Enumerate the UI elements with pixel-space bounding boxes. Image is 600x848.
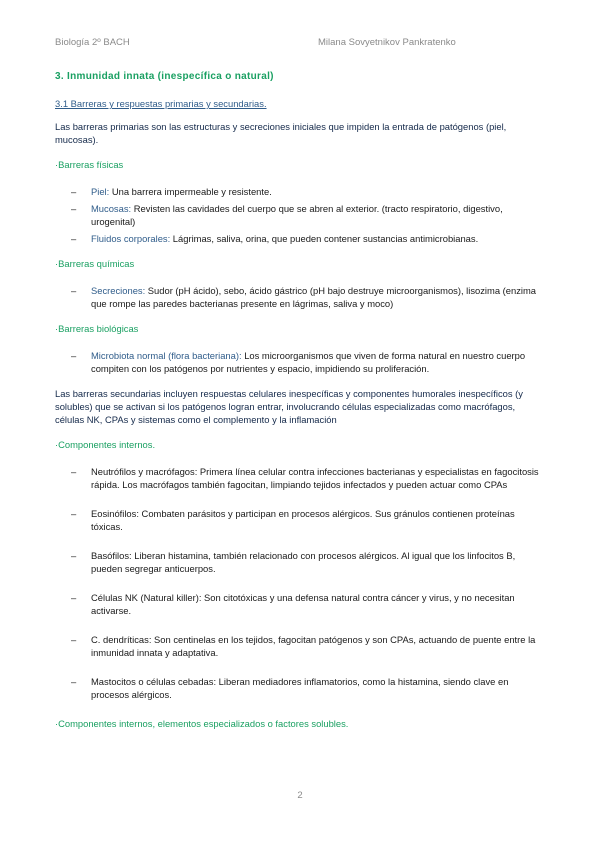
header-author: Milana Sovyetnikov Pankratenko	[318, 37, 456, 48]
item-text: Lágrimas, saliva, orina, que pueden contener sustancias antimicrobianas.	[170, 233, 479, 244]
item-text: C. dendríticas: Son centinelas en los tejidos, fagocitan patógenos y son CPAs, actuando de puente entre la inmunidad innata y adaptativa.	[91, 634, 536, 658]
dash-bullet: –	[71, 634, 77, 645]
item-term: Mucosas:	[91, 203, 132, 214]
list-item	[71, 465, 543, 491]
item-term: Fluidos corporales:	[91, 233, 171, 244]
list-item	[71, 507, 543, 533]
dash-bullet: –	[71, 466, 77, 477]
dash-bullet: –	[71, 508, 77, 519]
subsection-heading: 3.1 Barreras y respuestas primarias y secundarias.	[55, 98, 267, 109]
list-item	[71, 232, 543, 245]
barreras-fisicas-list	[55, 185, 543, 245]
componentes-internos-title: ·Componentes internos.	[55, 439, 156, 450]
list-item	[71, 675, 543, 701]
item-text: Eosinófilos: Combaten parásitos y participan en procesos alérgicos. Sus gránulos contienen proteínas tóxicas.	[91, 508, 515, 532]
dash-bullet: –	[71, 676, 77, 687]
dash-bullet: –	[71, 592, 77, 603]
item-term: Piel:	[91, 186, 110, 197]
barreras-biologicas-title: ·Barreras biológicas	[55, 323, 139, 334]
list-item	[71, 633, 543, 659]
barreras-quimicas-title: ·Barreras químicas	[55, 258, 135, 269]
componentes-internos-list	[55, 465, 543, 701]
item-text: Los microorganismos que viven de forma natural en nuestro cuerpo compiten con los patógenos por nutrientes y espacio, impidiendo su proliferación.	[91, 350, 526, 374]
intro-paragraph: Las barreras primarias son las estructuras y secreciones iniciales que impiden la entrada de patógenos (piel, mucosas).	[55, 121, 507, 145]
list-item	[71, 349, 543, 375]
document-body	[55, 70, 543, 744]
dash-bullet: –	[71, 233, 77, 244]
item-text: Revisten las cavidades del cuerpo que se abren al exterior. (tracto respiratorio, digestivo, urogenital)	[91, 203, 503, 227]
page-number: 2	[297, 790, 303, 801]
item-text: Sudor (pH ácido), sebo, ácido gástrico (pH bajo destruye microorganismos), lisozima (enzima que rompe las paredes bacterianas presente en lágrimas, saliva y moco)	[91, 285, 536, 309]
dash-bullet: –	[71, 285, 77, 296]
section-heading: 3. Inmunidad innata (inespecífica o natural)	[55, 71, 274, 82]
list-item	[71, 591, 543, 617]
item-text: Mastocitos o células cebadas: Liberan mediadores inflamatorios, como la histamina, siendo clave en procesos alérgicos.	[91, 676, 509, 700]
dash-bullet: –	[71, 203, 77, 214]
list-item	[71, 202, 543, 228]
dash-bullet: –	[71, 550, 77, 561]
item-text: Basófilos: Liberan histamina, también relacionado con procesos alérgicos. Al igual que los linfocitos B, pueden segregar anticuerpos.	[91, 550, 516, 574]
list-item	[71, 284, 543, 310]
barreras-biologicas-list	[55, 349, 543, 375]
dash-bullet: –	[71, 350, 77, 361]
item-term: Secreciones:	[91, 285, 146, 296]
item-text: Neutrófilos y macrófagos: Primera línea celular contra infecciones bacterianas y especialistas en fagocitosis rápida. Los macrófagos también fagocitan, limpiando tejidos infectados y pueden actuar como CPAs	[91, 466, 539, 490]
item-term: Microbiota normal (flora bacteriana):	[91, 350, 242, 361]
factores-solubles-title: ·Componentes internos, elementos especializados o factores solubles.	[55, 718, 349, 729]
list-item	[71, 185, 543, 198]
header-course: Biología 2º BACH	[55, 37, 130, 48]
barreras-fisicas-title: ·Barreras físicas	[55, 159, 124, 170]
secundarias-paragraph: Las barreras secundarias incluyen respuestas celulares inespecíficas y componentes humorales inespecíficos (y solubles) que se activan si los patógenos logran entrar, involucrando células especializadas como macrófagos, células NK, CPAs y sistemas como el complemento y la inflamación	[55, 388, 523, 425]
list-item	[71, 549, 543, 575]
item-text: Células NK (Natural killer): Son citotóxicas y una defensa natural contra cáncer y virus, y no necesitan activarse.	[91, 592, 515, 616]
barreras-quimicas-list	[55, 284, 543, 310]
item-text: Una barrera impermeable y resistente.	[109, 186, 272, 197]
dash-bullet: –	[71, 186, 77, 197]
